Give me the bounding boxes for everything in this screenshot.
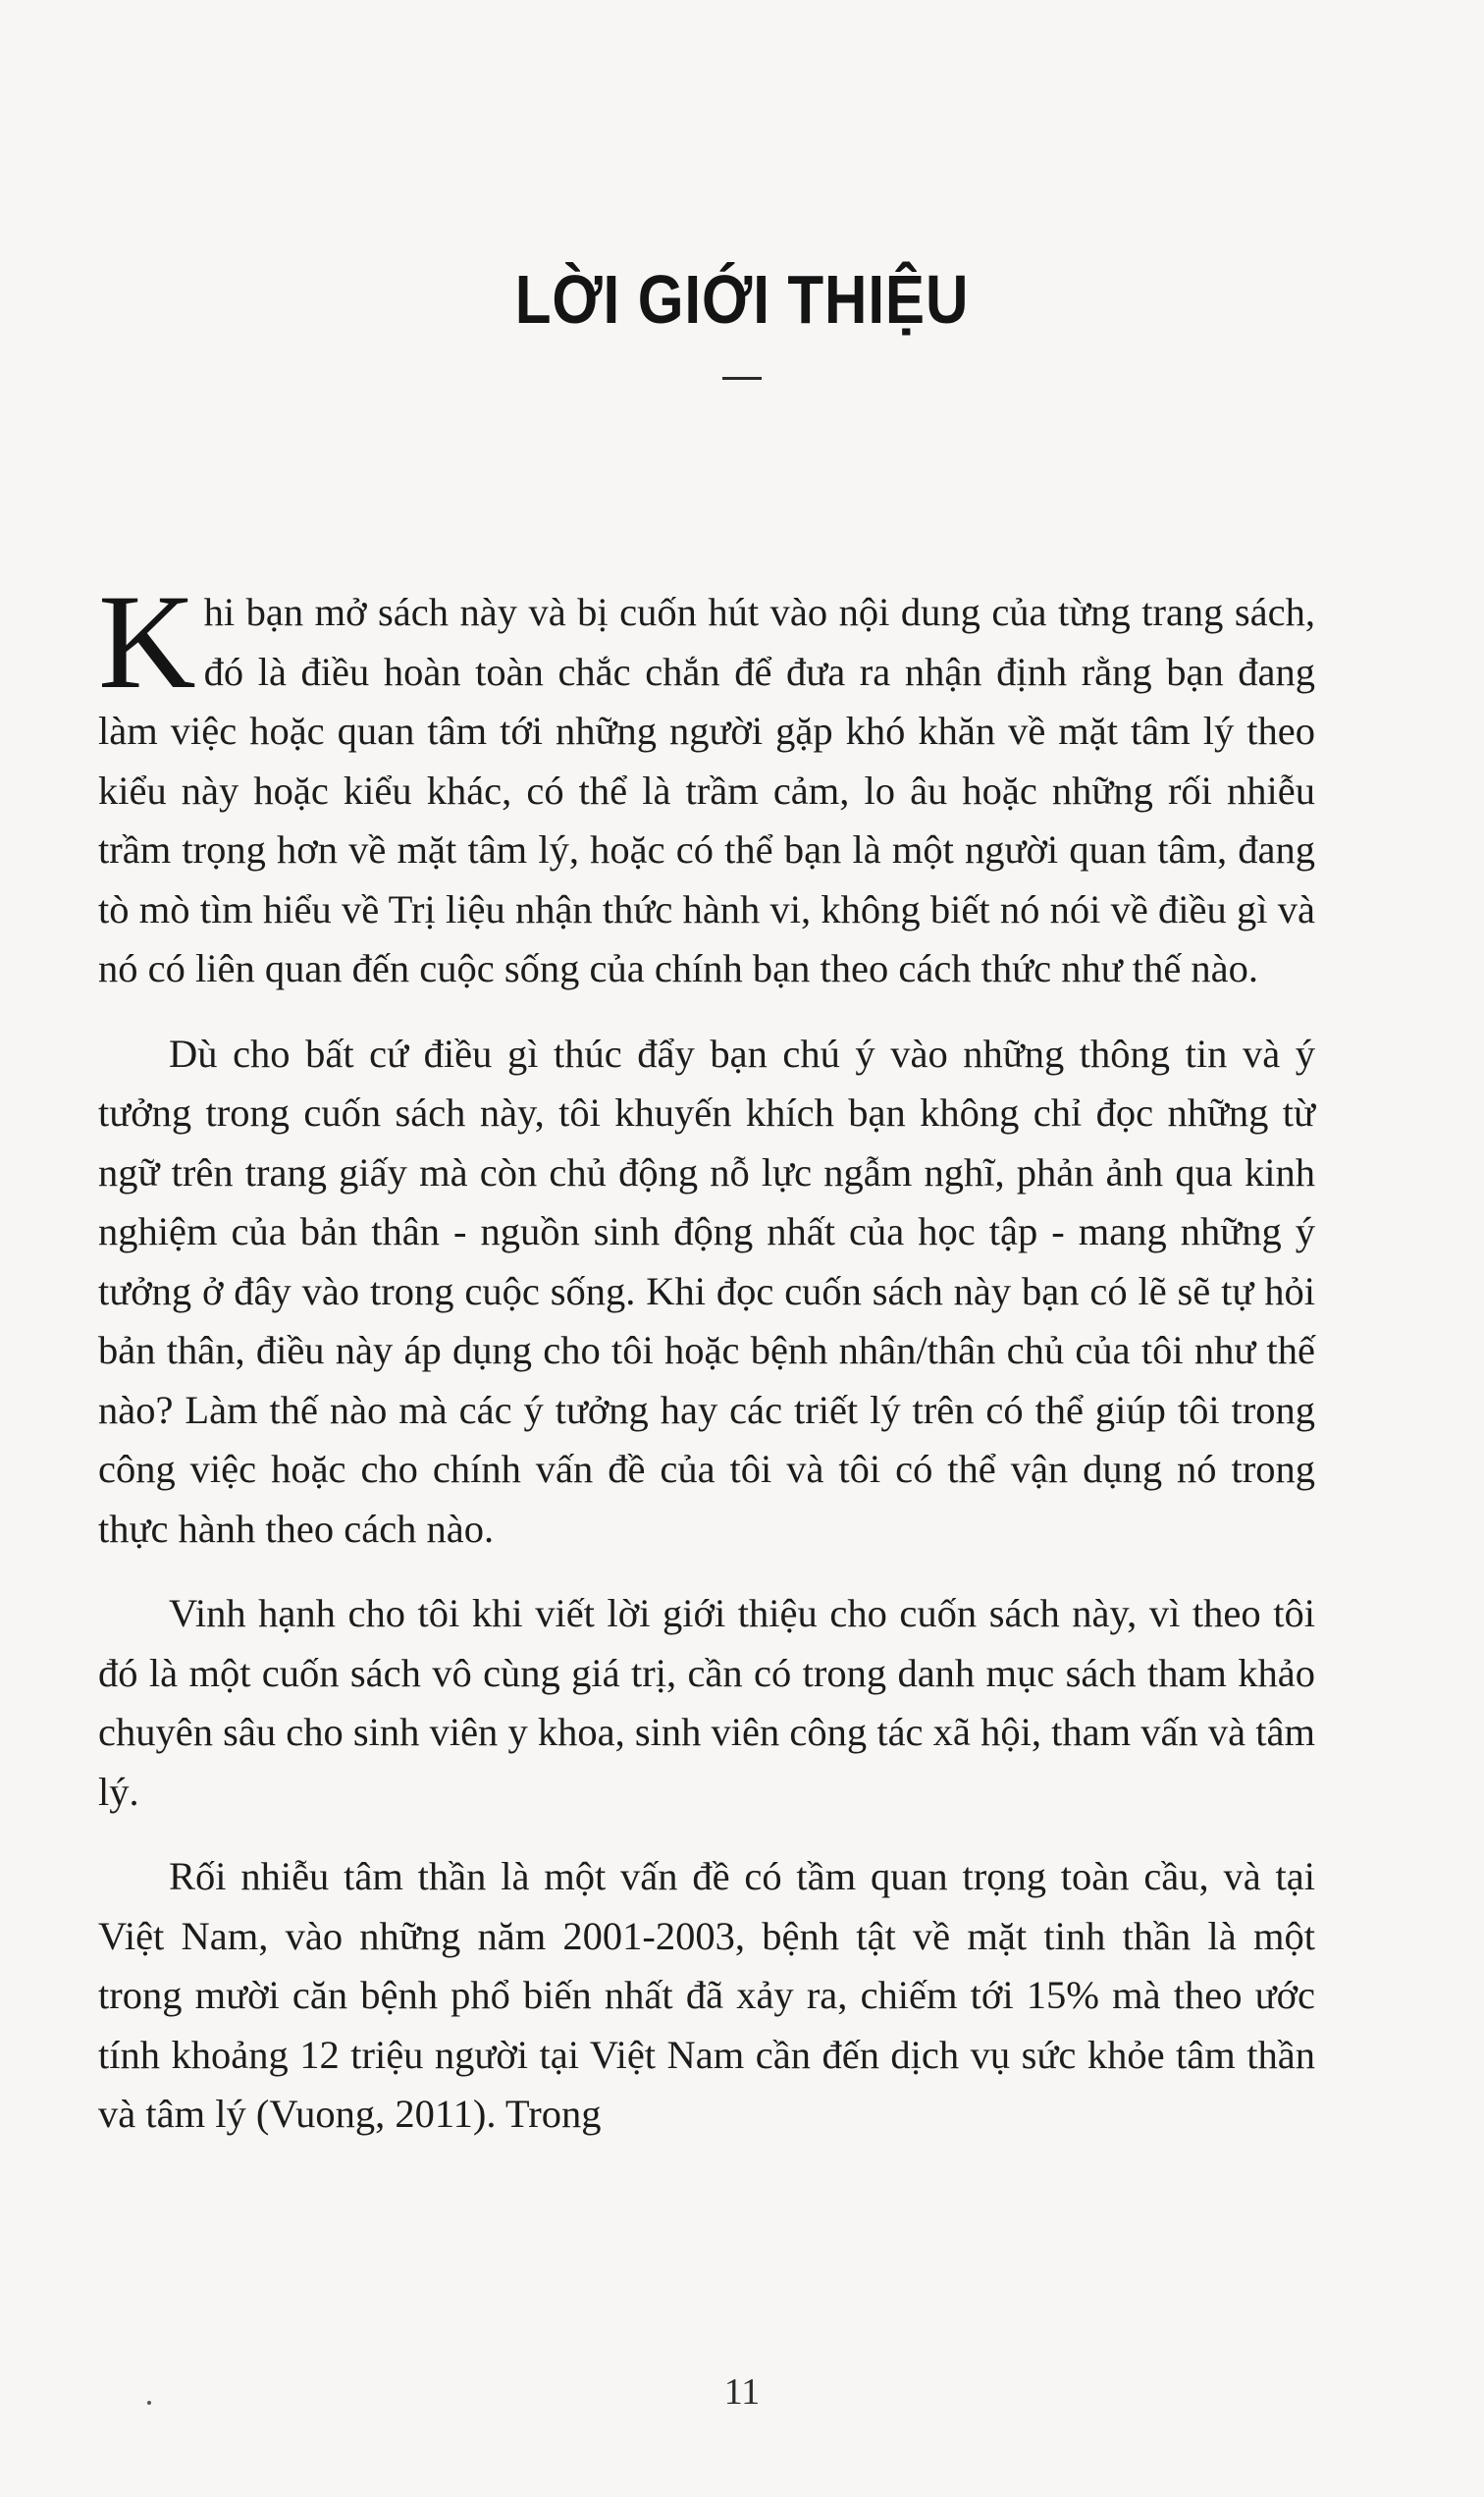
paragraph-1 — [98, 566, 1315, 999]
page-title: LỜI GIỚI THIỆU — [514, 261, 970, 338]
print-mark — [147, 2401, 151, 2405]
page-number: 11 — [723, 2371, 761, 2413]
body-text — [98, 566, 1315, 2170]
paragraph-2: Dù cho bất cứ điều gì thúc đẩy bạn chú ý vào những thông tin và ý tưởng trong cuốn sách này, tôi khuyến khích bạn không chỉ đọc những từ ngữ trên trang giấy mà còn chủ động nỗ lực ngẫm nghĩ, phản ảnh qua kinh nghiệm của bản thân - nguồn sinh động nhất của học tập - mang những ý tưởng ở đây vào trong cuộc sống. Khi đọc cuốn sách này bạn có lẽ sẽ tự hỏi bản thân, điều này áp dụng cho tôi hoặc bệnh nhân/thân chủ của tôi như thế nào? Làm thế nào mà các ý tưởng hay các triết lý trên có thể giúp tôi trong công việc hoặc cho chính vấn đề của tôi và tôi có thể vận dụng nó trong thực hành theo cách nào. — [98, 1031, 1315, 1551]
paragraph-3: Vinh hạnh cho tôi khi viết lời giới thiệu cho cuốn sách này, vì theo tôi đó là một cuốn sách vô cùng giá trị, cần có trong danh mục sách tham khảo chuyên sâu cho sinh viên y khoa, sinh viên công tác xã hội, tham vấn và tâm lý. — [98, 1591, 1315, 1814]
title-underline — [722, 377, 762, 380]
paragraph-4: Rối nhiễu tâm thần là một vấn đề có tầm quan trọng toàn cầu, và tại Việt Nam, vào những năm 2001-2003, bệnh tật về mặt tinh thần là một trong mười căn bệnh phổ biến nhất đã xảy ra, chiếm tới 15% mà theo ước tính khoảng 12 triệu người tại Việt Nam cần đến dịch vụ sức khỏe tâm thần và tâm lý (Vuong, 2011). Trong — [98, 1854, 1315, 2136]
paragraph-1-text: hi bạn mở sách này và bị cuốn hút vào nội dung của từng trang sách, đó là điều hoàn toàn chắc chắn để đưa ra nhận định rằng bạn đang làm việc hoặc quan tâm tới những người gặp khó khăn về mặt tâm lý theo kiểu này hoặc kiểu khác, có thể là trầm cảm, lo âu hoặc những rối nhiễu trầm trọng hơn về mặt tâm lý, hoặc có thể bạn là một người quan tâm, đang tò mò tìm hiểu về Trị liệu nhận thức hành vi, không biết nó nói về điều gì và nó có liên quan đến cuộc sống của chính bạn theo cách thức như thế nào. — [98, 590, 1315, 990]
drop-cap: K — [98, 566, 196, 717]
